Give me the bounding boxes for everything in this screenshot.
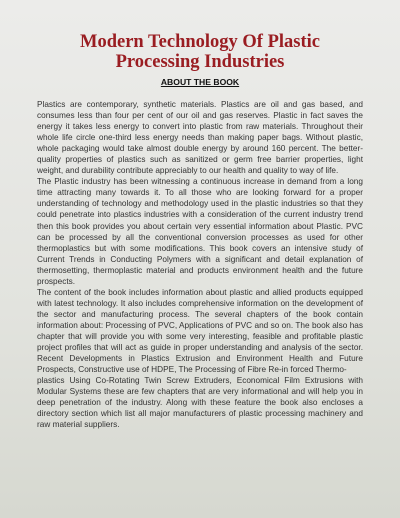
- title-line-1: Modern Technology Of Plastic: [80, 32, 320, 52]
- page-title: [20, 32, 380, 72]
- paragraph-1: Plastics are contemporary, synthetic materials. Plastics are oil and gas based, and consumes less than four per cent of our oil and gas reserves. Plastic in fact saves the energy it takes less energy to convert into plastic from raw materials. Throughout their whole life circle one-third less energy needs than making paper bags. Without plastic, whole packaging would take almost double energy by around 160 percent. The better-quality properties of plastics such as sanitized or germ free barrier properties, light weight, and durability contribute appreciably to our health and quality to way of life.: [37, 100, 363, 176]
- title-line-2: Processing Industries: [115, 52, 285, 72]
- body-text: [37, 99, 363, 430]
- paragraph-3: The content of the book includes information about plastic and allied products equipped with latest technology. It also includes comprehensive information on the development of the sector and manufacturing process. The several chapters of the book contain information about: Processing of PVC, Applications of PVC and so on. The book also has chapter that will provide you with some very interesting, feasible and profitable plastic project profiles that will act as guide in proper understanding and analysis of the sector. Recent Developments in Plastics Extrusion and Environment Health and Future Prospects, Constructive use of HDPE, The Processing of Fibre Re-in forced Thermo-: [37, 287, 363, 375]
- section-heading-text: ABOUT THE BOOK: [160, 77, 240, 87]
- section-heading: [0, 77, 400, 88]
- paragraph-4: plastics Using Co-Rotating Twin Screw Extruders, Economical Film Extrusions with Modular Systems these are few chapters that are very informational and will help you in deep penetration of the industry. Along with these feature the book also encloses a directory section which list all major manufacturers of plastic processing machinery and raw material suppliers.: [37, 376, 363, 430]
- paragraph-2: The Plastic industry has been witnessing a continuous increase in demand from a long time attracting many towards it. To all those who are looking forward for a proper understanding of technology and methodology used in the plastic industries so that they could penetrate into plastics industries with a consideration of the current industry trend then this book provides you about certain very essential information about Plastic. PVC can be processed by all the conventional conversion processes as used for other thermoplastics but with some modifications. This book covers an intensive study of Current Trends in Conducting Polymers with a significant and detail explanation of thermosetting, thermoplastic material and products environment health and the future prospects.: [37, 177, 363, 286]
